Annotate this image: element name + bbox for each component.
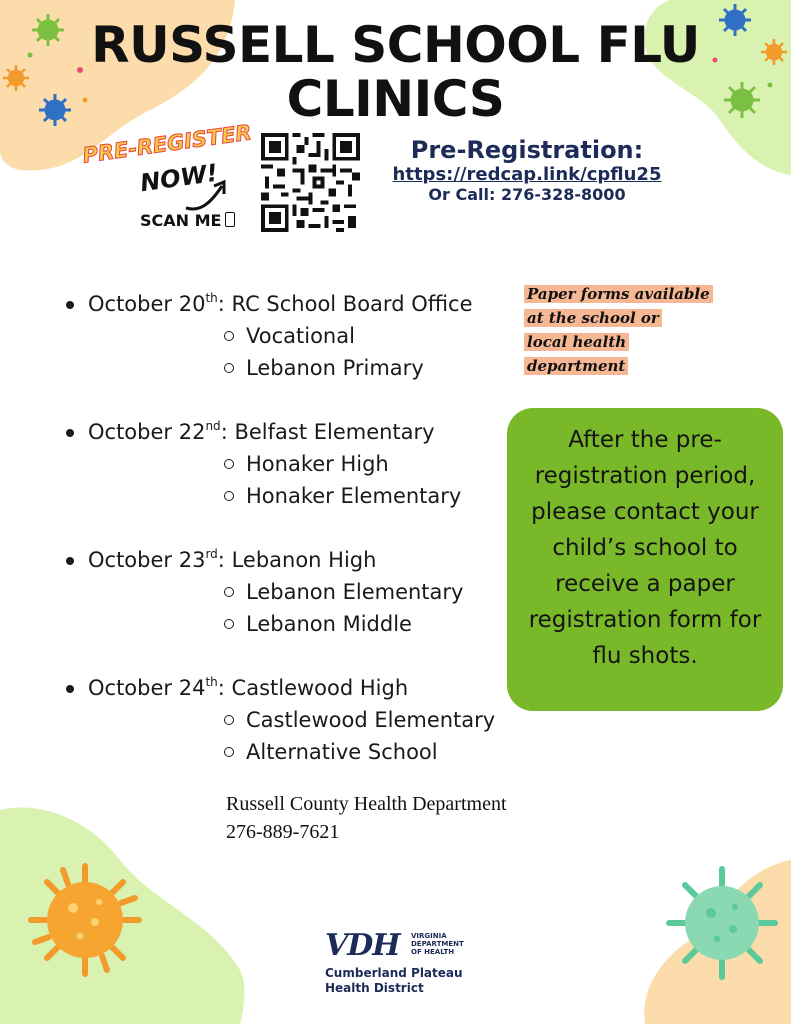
clinic-date-row: October 24th: Castlewood High <box>64 672 524 704</box>
orange-virus-icon <box>25 860 145 980</box>
clinic-school: Vocational <box>64 320 524 352</box>
clinic-date-row: October 23rd: Lebanon High <box>64 544 524 576</box>
clinic-group <box>64 544 524 640</box>
clinic-date-row: October 22nd: Belfast Elementary <box>64 416 524 448</box>
pre-register-badge <box>81 120 253 248</box>
pre-registration-heading: Pre-Registration: <box>410 136 644 164</box>
curved-arrow-icon <box>182 176 232 216</box>
now-text: NOW! <box>138 158 220 198</box>
registration-info <box>372 136 682 204</box>
clinic-school: Lebanon Elementary <box>64 576 524 608</box>
paper-forms-note: Paper forms available at the school or local health department <box>524 282 716 378</box>
clinic-group <box>64 672 524 768</box>
page-title: RUSSELL SCHOOL FLU CLINICS <box>91 16 700 128</box>
vdh-dept-text: VIRGINIA DEPARTMENT OF HEALTH <box>411 932 464 956</box>
vdh-mark: VDH <box>325 928 400 963</box>
clinic-group <box>64 416 524 512</box>
registration-link[interactable]: https://redcap.link/cpflu25 <box>392 164 662 185</box>
clinic-school: Alternative School <box>64 736 524 768</box>
vdh-logo <box>325 930 485 1000</box>
pre-register-text: PRE-REGISTER <box>81 120 253 168</box>
after-registration-notice: After the pre-registration period, please contact your child’s school to receive a paper registration form for flu shots. <box>507 408 783 711</box>
registration-phone: Or Call: 276-328-8000 <box>428 185 626 204</box>
footer-org: Russell County Health Department <box>226 793 507 815</box>
footer-phone: 276-889-7621 <box>226 821 340 843</box>
clinic-school: Castlewood Elementary <box>64 704 524 736</box>
clinic-school: Honaker High <box>64 448 524 480</box>
clinic-date-row: October 20th: RC School Board Office <box>64 288 524 320</box>
green-virus-icon <box>665 863 780 983</box>
clinic-school: Honaker Elementary <box>64 480 524 512</box>
clinic-group <box>64 288 524 384</box>
district-name: Cumberland Plateau Health District <box>325 966 463 995</box>
clinic-school: Lebanon Middle <box>64 608 524 640</box>
clinic-schedule <box>64 288 524 800</box>
scan-me-text: SCAN ME <box>140 211 235 230</box>
qr-code[interactable] <box>261 133 360 232</box>
phone-icon <box>225 212 235 227</box>
footer-contact <box>226 790 507 846</box>
clinic-school: Lebanon Primary <box>64 352 524 384</box>
